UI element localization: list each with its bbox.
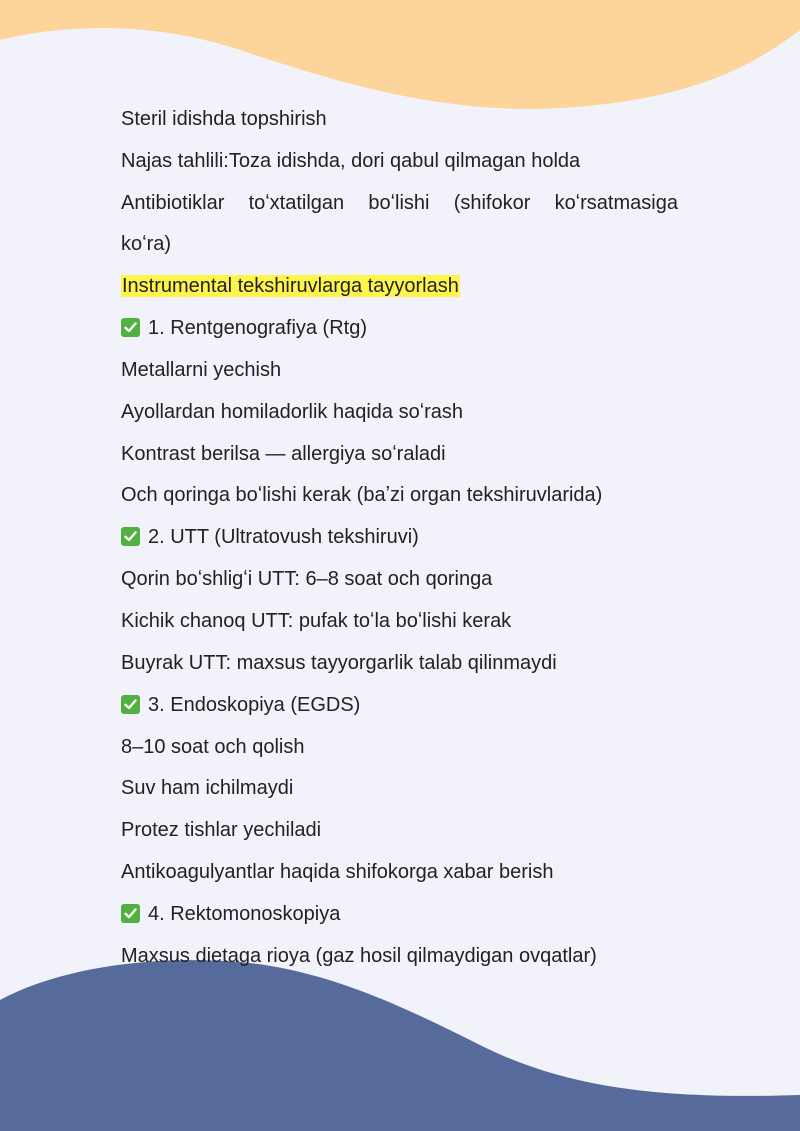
highlighted-heading-text: Instrumental tekshiruvlarga tayyorlash	[122, 275, 459, 297]
list-item: Ayollardan homiladorlik haqida soʻrash	[121, 401, 464, 423]
text-line: Najas tahlili:Toza idishda, dori qabul qilmagan holda	[121, 150, 581, 172]
subsection-title-text: 1. Rentgenografiya (Rtg)	[148, 317, 368, 339]
section-heading	[121, 274, 460, 298]
list-item: Protez tishlar yechiladi	[121, 819, 322, 841]
check-mark-icon	[121, 695, 140, 714]
list-item: Buyrak UTT: maxsus tayyorgarlik talab qilinmaydi	[121, 652, 557, 674]
check-mark-icon	[121, 318, 140, 337]
list-item: 8–10 soat och qolish	[121, 736, 305, 758]
list-item: Metallarni yechish	[121, 359, 282, 381]
list-item: Antikoagulyantlar haqida shifokorga xabar berish	[121, 861, 554, 883]
subsection-title	[121, 525, 419, 549]
justified-text-line	[121, 191, 678, 215]
text-word: (shifokor	[453, 192, 531, 214]
list-item: Och qoringa boʻlishi kerak (baʼzi organ tekshiruvlarida)	[121, 484, 603, 506]
text-word: boʻlishi	[368, 192, 430, 214]
subsection-title	[121, 902, 340, 926]
subsection-title	[121, 693, 360, 717]
text-line: koʻra)	[121, 233, 172, 255]
text-line: Steril idishda topshirish	[121, 108, 327, 130]
list-item: Suv ham ichilmaydi	[121, 777, 294, 799]
text-word: Antibiotiklar	[121, 192, 225, 214]
list-item: Kichik chanoq UTT: pufak toʻla boʻlishi kerak	[121, 610, 512, 632]
list-item: Maxsus dietaga rioya (gaz hosil qilmaydigan ovqatlar)	[121, 945, 597, 967]
subsection-title-text: 2. UTT (Ultratovush tekshiruvi)	[148, 526, 419, 548]
subsection-title	[121, 316, 367, 340]
text-word: toʻxtatilgan	[248, 192, 345, 214]
text-word: koʻrsatmasiga	[554, 192, 678, 214]
subsection-title-text: 3. Endoskopiya (EGDS)	[148, 694, 361, 716]
list-item: Kontrast berilsa — allergiya soʻraladi	[121, 443, 446, 465]
list-item: Qorin boʻshligʻi UTT: 6–8 soat och qoringa	[121, 568, 493, 590]
check-mark-icon	[121, 904, 140, 923]
subsection-title-text: 4. Rektomonoskopiya	[148, 903, 341, 925]
check-mark-icon	[121, 527, 140, 546]
